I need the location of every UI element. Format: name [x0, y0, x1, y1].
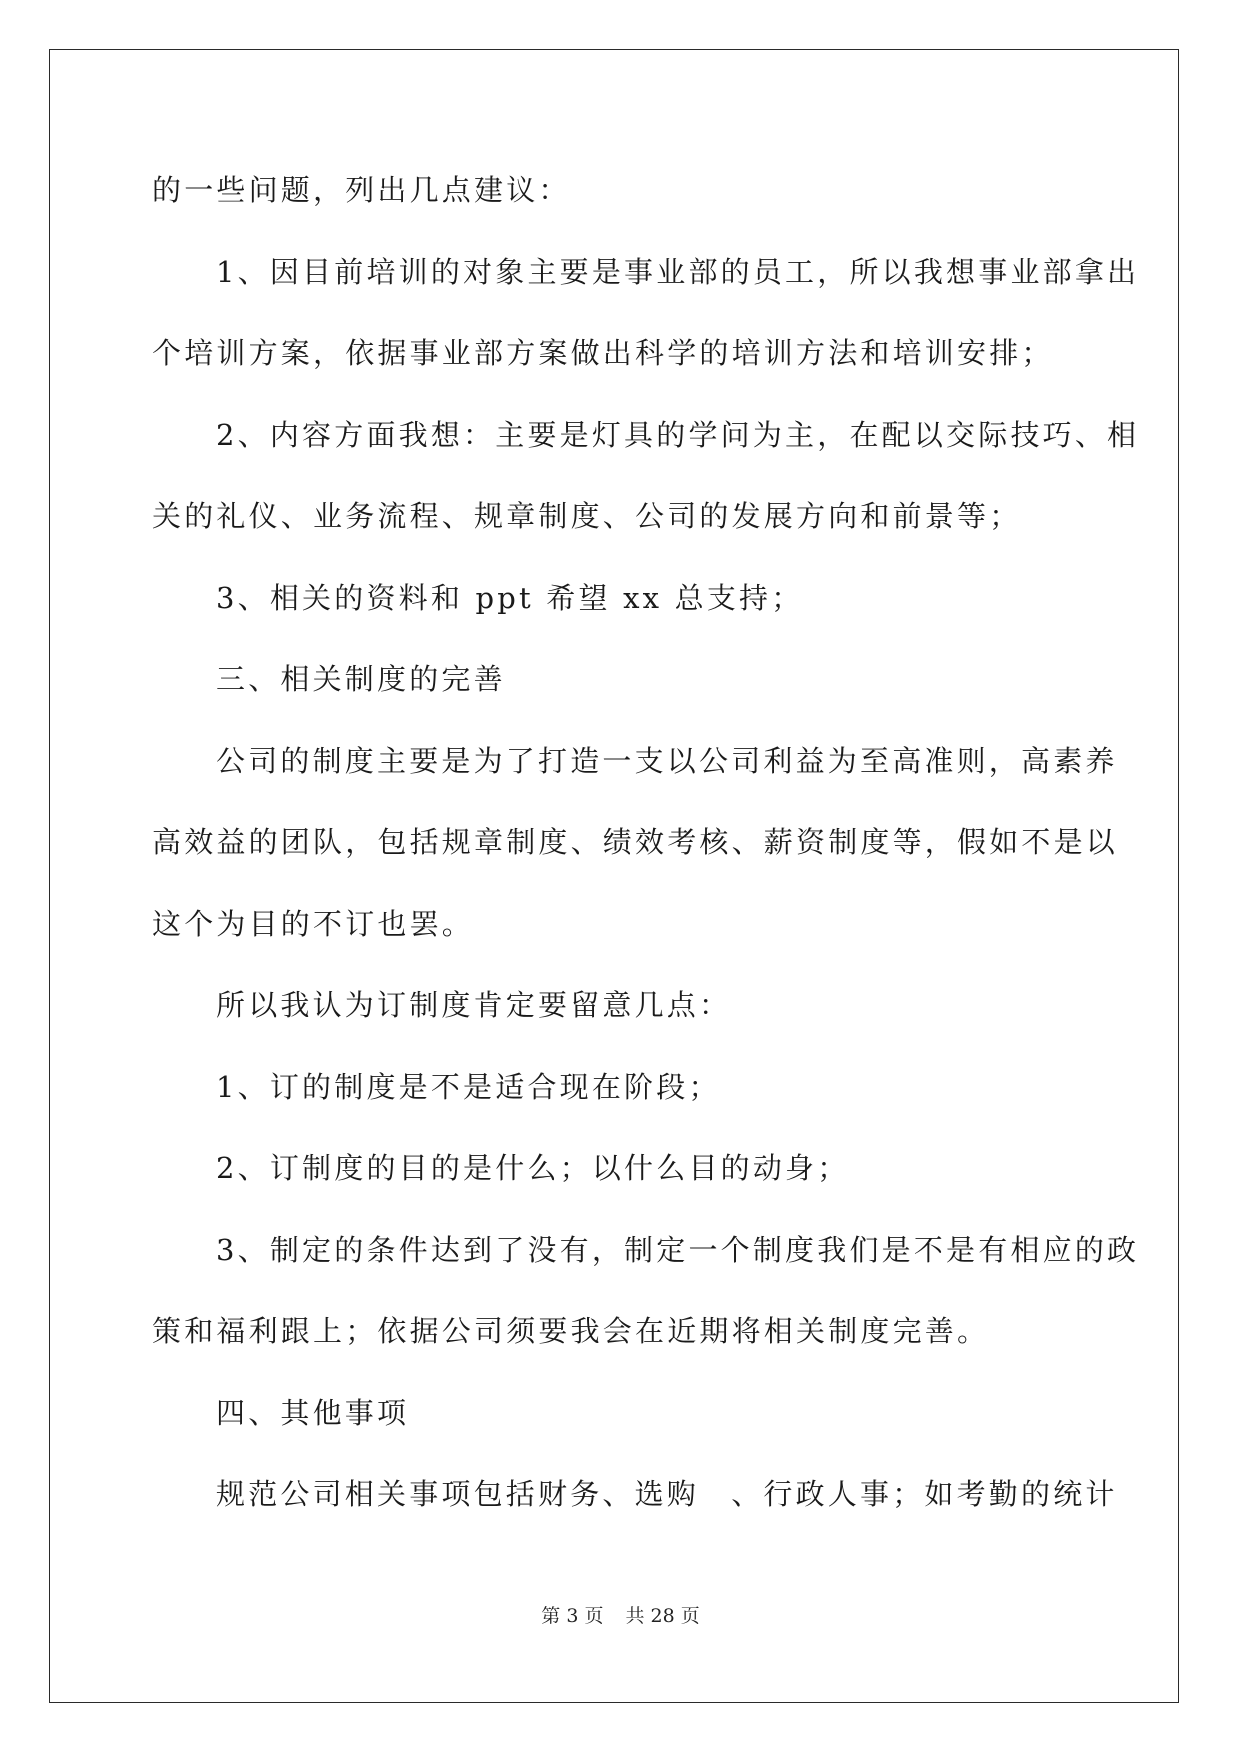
text-line: 这个为目的不订也罢。	[152, 906, 475, 941]
text-line: 公司的制度主要是为了打造一支以公司利益为至高准则，高素养	[216, 743, 1118, 778]
text-line: 的一些问题，列出几点建议：	[152, 173, 571, 207]
text-line: 关的礼仪、业务流程、规章制度、公司的发展方向和前景等；	[152, 499, 1022, 533]
text-line: 所以我认为订制度肯定要留意几点：	[216, 988, 732, 1022]
document-body	[152, 150, 1140, 1536]
text-line: 1、订的制度是不是适合现在阶段；	[216, 1069, 721, 1104]
text-line: 1、因目前培训的对象主要是事业部的员工，所以我想事业部拿出	[216, 254, 1140, 289]
text-line: 个培训方案，依据事业部方案做出科学的培训方法和培训安排；	[152, 336, 1054, 370]
page-number-current: 第 3 页	[541, 1605, 604, 1627]
page-footer	[0, 1601, 1241, 1628]
text-line: 3、相关的资料和 ppt 希望 xx 总支持；	[216, 580, 804, 615]
section-heading: 四、其他事项	[216, 1395, 410, 1430]
text-line: 2、订制度的目的是什么；以什么目的动身；	[216, 1151, 850, 1185]
text-line: 策和福利跟上；依据公司须要我会在近期将相关制度完善。	[152, 1314, 990, 1348]
text-line: 规范公司相关事项包括财务、选购 、行政人事；如考勤的统计	[216, 1477, 1118, 1511]
text-line: 3、制定的条件达到了没有，制定一个制度我们是不是有相应的政	[216, 1232, 1140, 1267]
page-number-total: 共 28 页	[625, 1605, 700, 1627]
text-line: 高效益的团队，包括规章制度、绩效考核、薪资制度等，假如不是以	[152, 825, 1119, 859]
text-line: 2、内容方面我想：主要是灯具的学问为主，在配以交际技巧、相	[216, 417, 1140, 452]
section-heading: 三、相关制度的完善	[216, 662, 506, 696]
